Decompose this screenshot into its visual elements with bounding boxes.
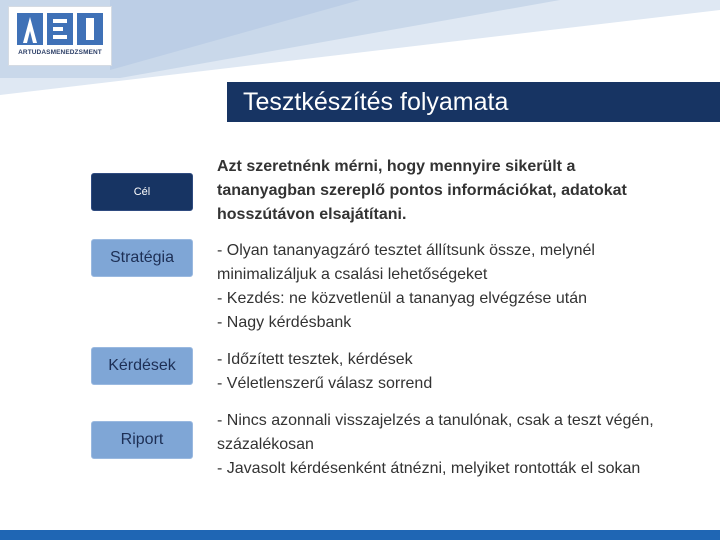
description-line: - Nincs azonnali visszajelzés a tanulónak, csak a teszt végén, [217, 412, 654, 429]
title-bar [227, 82, 720, 122]
description-line: - Időzített tesztek, kérdések [217, 351, 413, 368]
logo-mark-icon [15, 11, 105, 47]
logo-text: ARTUDASMENEDZSMENT [18, 49, 102, 56]
label-kerdesek [91, 347, 193, 385]
label-text: Kérdések [108, 357, 176, 374]
description-cel [217, 155, 715, 227]
label-cel [91, 173, 193, 211]
label-text: Stratégia [109, 249, 175, 266]
description-line: - Kezdés: ne közvetlenül a tananyag elvégzése után [217, 290, 588, 307]
label-text: Cél [133, 186, 151, 198]
page-title: Tesztkészítés folyamata [243, 88, 509, 116]
description-kerdesek [217, 348, 715, 396]
label-text: Riport [120, 431, 164, 448]
description-line: Azt szeretnénk mérni, hogy mennyire sikerült a [217, 158, 576, 175]
company-logo [8, 6, 112, 66]
description-line: minimalizáljuk a csalási lehetőségeket [217, 266, 488, 283]
bottom-accent-bar [0, 530, 720, 540]
description-line: - Nagy kérdésbank [217, 314, 352, 331]
description-line: - Véletlenszerű válasz sorrend [217, 375, 433, 392]
label-strategia [91, 239, 193, 277]
description-line: hosszútávon elsajátítani. [217, 206, 407, 223]
description-strategia [217, 239, 715, 335]
description-line: százalékosan [217, 436, 314, 453]
description-line: tananyagban szereplő pontos információkat, adatokat [217, 182, 627, 199]
description-line: - Javasolt kérdésenként átnézni, melyiket rontották el sokan [217, 460, 641, 477]
description-line: - Olyan tananyagzáró tesztet állítsunk össze, melynél [217, 242, 595, 259]
description-riport [217, 409, 715, 481]
label-riport [91, 421, 193, 459]
